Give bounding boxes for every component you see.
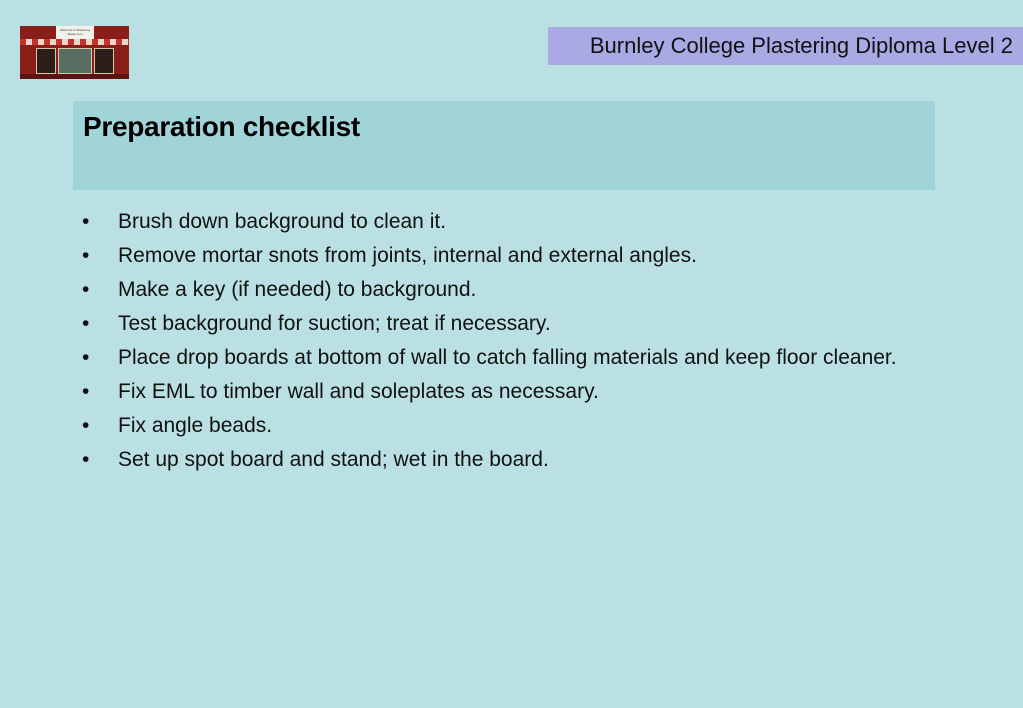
checklist-item: [82, 412, 922, 440]
logo-base: [20, 74, 129, 79]
logo-window-left: [36, 48, 56, 74]
checklist-item-text: Set up spot board and stand; wet in the board.: [118, 448, 549, 471]
bullet-icon: •: [82, 278, 90, 301]
bullet-icon: •: [82, 448, 90, 471]
checklist-item: [82, 344, 922, 372]
course-label: Burnley College Plastering Diploma Level 2: [548, 27, 1023, 65]
checklist-item: [82, 242, 922, 270]
logo-awning: [20, 39, 129, 45]
checklist-item: [82, 276, 922, 304]
checklist-item-text: Fix EML to timber wall and soleplates as necessary.: [118, 380, 599, 403]
bullet-icon: •: [82, 380, 90, 403]
checklist-item-text: Fix angle beads.: [118, 414, 273, 437]
shopfront-logo-icon: [20, 26, 129, 79]
title-band: [73, 101, 935, 190]
checklist-item-text: Make a key (if needed) to background.: [118, 278, 477, 301]
bullet-icon: •: [82, 244, 90, 267]
checklist-item-text: Test background for suction; treat if necessary.: [118, 312, 551, 335]
logo-window-right: [94, 48, 114, 74]
logo-sign-text: Welcome to Plastering Books.com: [56, 26, 94, 39]
bullet-icon: •: [82, 312, 90, 335]
checklist-item-text: Remove mortar snots from joints, internal and external angles.: [118, 244, 697, 267]
checklist-item-text: Brush down background to clean it.: [118, 210, 447, 233]
bullet-icon: •: [82, 210, 90, 233]
checklist-item: [82, 208, 922, 236]
checklist-item: [82, 310, 922, 338]
preparation-checklist: [82, 208, 922, 480]
page-title: Preparation checklist: [83, 111, 360, 142]
checklist-item-text: Place drop boards at bottom of wall to catch falling materials and keep floor cleaner.: [118, 346, 897, 369]
bullet-icon: •: [82, 414, 90, 437]
logo-window-center: [58, 48, 92, 74]
checklist-item: [82, 446, 922, 474]
checklist-item: [82, 378, 922, 406]
bullet-icon: •: [82, 346, 90, 369]
